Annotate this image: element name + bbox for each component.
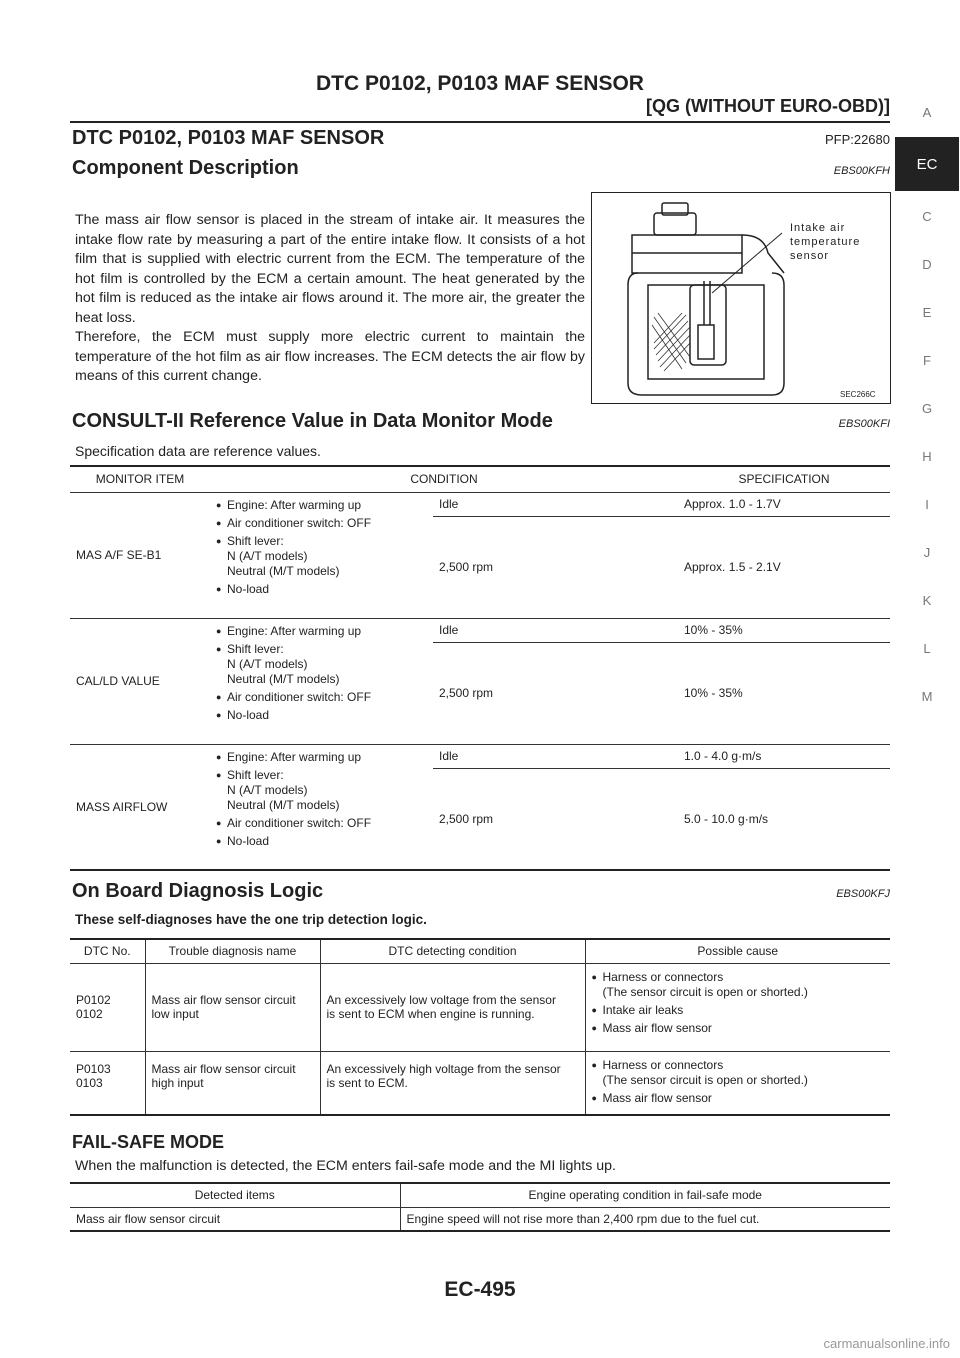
- obd-causes: [585, 1051, 890, 1115]
- consult-spec: Approx. 1.0 - 1.7V: [684, 497, 781, 511]
- obd-header-dtc: DTC No.: [70, 939, 145, 963]
- consult-sub-condition: 2,500 rpm: [433, 516, 678, 618]
- component-paragraph-2: Therefore, the ECM must supply more electric current to maintain the temperature of the hot film as air flow increases. The ECM detects the air flow by means of this current change.: [75, 329, 585, 384]
- consult-spec: 10% - 35%: [678, 618, 890, 642]
- obd-condition: An excessively low voltage from the sensor is sent to ECM when engine is running.: [320, 963, 585, 1051]
- obd-table: [70, 938, 890, 1116]
- section-heading: [72, 127, 890, 150]
- failsafe-item: Mass air flow sensor circuit: [70, 1207, 400, 1231]
- side-index-item[interactable]: M: [921, 688, 933, 704]
- consult-item: CAL/LD VALUE: [70, 618, 210, 744]
- obd-dtc: P0102 0102: [70, 963, 145, 1051]
- obd-header-cause: Possible cause: [585, 939, 890, 963]
- component-title: Component Description: [72, 157, 299, 179]
- consult-code: EBS00KFI: [838, 418, 890, 430]
- maf-sensor-illustration: [592, 193, 890, 403]
- consult-sub-condition: 2,500 rpm: [433, 642, 678, 744]
- consult-item: MAS A/F SE-B1: [76, 548, 162, 562]
- component-paragraph-1: The mass air flow sensor is placed in the stream of intake air. It measures the intake flow rate by measuring a part of the entire intake flow. It consists of a hot film that is supplied with electric current from the ECM. The temperature of the hot film is controlled by the ECM a certain amount. The heat generated by the hot film is reduced as the intake air flows around it. The more air, the greater the heat loss.: [75, 212, 585, 326]
- obd-header-condition: DTC detecting condition: [320, 939, 585, 963]
- side-index-item[interactable]: C: [922, 208, 932, 224]
- consult-header-item: MONITOR ITEM: [70, 466, 210, 492]
- condition-bullet: ● No-load: [216, 834, 427, 849]
- condition-bullet: ● Engine: After warming up: [216, 624, 427, 639]
- obd-title: On Board Diagnosis Logic: [72, 880, 324, 902]
- side-index-item[interactable]: J: [923, 544, 931, 560]
- consult-conditions: [210, 618, 433, 744]
- side-index-item[interactable]: A: [922, 104, 932, 120]
- condition-bullet: ● Shift lever: N (A/T models) Neutral (M/T models): [216, 534, 427, 579]
- consult-spec: 5.0 - 10.0 g·m/s: [678, 768, 890, 870]
- failsafe-note: When the malfunction is detected, the ECM enters fail-safe mode and the MI lights up.: [75, 1158, 616, 1174]
- side-index-item[interactable]: G: [921, 400, 933, 416]
- obd-note: These self-diagnoses have the one trip detection logic.: [75, 912, 427, 927]
- cause-bullet: ● Intake air leaks: [592, 1003, 885, 1018]
- figure-code: SEC266C: [840, 390, 876, 399]
- consult-title: CONSULT-II Reference Value in Data Monitor Mode: [72, 410, 553, 432]
- maf-sensor-figure: [591, 192, 891, 404]
- side-index-item[interactable]: F: [923, 352, 931, 368]
- consult-sub-condition: Idle: [433, 618, 678, 642]
- cause-bullet: ● Harness or connectors (The sensor circuit is open or shorted.): [592, 1058, 885, 1088]
- consult-sub-condition: 2,500 rpm: [433, 768, 678, 870]
- side-index-item[interactable]: L: [923, 640, 931, 656]
- obd-name: Mass air flow sensor circuit low input: [145, 963, 320, 1051]
- pfp-code: PFP:22680: [824, 132, 890, 147]
- condition-bullet: ● No-load: [216, 708, 427, 723]
- side-index-item[interactable]: K: [922, 592, 932, 608]
- page-number: EC-495: [444, 1278, 516, 1301]
- condition-bullet: ● Air conditioner switch: OFF: [216, 516, 427, 531]
- failsafe-table: [70, 1182, 890, 1232]
- consult-header-condition: CONDITION: [210, 466, 678, 492]
- condition-bullet: ● Engine: After warming up: [216, 750, 427, 765]
- page-header-title: DTC P0102, P0103 MAF SENSOR: [316, 72, 644, 95]
- condition-bullet: ● Engine: After warming up: [216, 498, 427, 513]
- consult-spec: 10% - 35%: [678, 642, 890, 744]
- failsafe-title: FAIL-SAFE MODE: [72, 1132, 224, 1152]
- side-index: [895, 88, 959, 720]
- condition-bullet: ● Shift lever: N (A/T models) Neutral (M/T models): [216, 768, 427, 813]
- obd-header-name: Trouble diagnosis name: [145, 939, 320, 963]
- figure-label-line2: temperature: [790, 236, 861, 248]
- component-code: EBS00KFH: [833, 165, 890, 177]
- consult-sub-condition: Idle: [439, 497, 459, 511]
- consult-sub-condition: Idle: [433, 744, 678, 768]
- figure-label-line3: sensor: [790, 250, 830, 262]
- component-description: [75, 211, 585, 387]
- consult-note: Specification data are reference values.: [75, 443, 321, 459]
- consult-conditions: [210, 744, 433, 870]
- failsafe-header-condition: Engine operating condition in fail-safe mode: [400, 1183, 890, 1207]
- obd-condition: An excessively high voltage from the sensor is sent to ECM.: [320, 1051, 585, 1115]
- side-index-item[interactable]: I: [925, 496, 929, 512]
- side-index-item-active[interactable]: EC: [895, 137, 959, 191]
- page-header-subtitle: [QG (WITHOUT EURO-OBD)]: [646, 96, 890, 116]
- side-index-item[interactable]: H: [922, 448, 932, 464]
- consult-spec: Approx. 1.5 - 2.1V: [678, 516, 890, 618]
- condition-bullet: ● No-load: [216, 582, 427, 597]
- consult-heading: [72, 410, 890, 433]
- cause-bullet: ● Mass air flow sensor: [592, 1091, 885, 1106]
- cause-bullet: ● Harness or connectors (The sensor circuit is open or shorted.): [592, 970, 885, 1000]
- consult-item: MASS AIRFLOW: [70, 744, 210, 870]
- section-title: DTC P0102, P0103 MAF SENSOR: [72, 127, 385, 149]
- obd-causes: [585, 963, 890, 1051]
- figure-label-line1: Intake air: [790, 222, 846, 234]
- consult-table: [70, 465, 890, 871]
- obd-name: Mass air flow sensor circuit high input: [145, 1051, 320, 1115]
- side-index-item[interactable]: E: [922, 304, 932, 320]
- consult-conditions: [210, 492, 433, 618]
- consult-header-spec: SPECIFICATION: [678, 466, 890, 492]
- obd-code: EBS00KFJ: [836, 888, 890, 900]
- failsafe-condition: Engine speed will not rise more than 2,400 rpm due to the fuel cut.: [406, 1211, 760, 1226]
- obd-dtc: P0103 0103: [70, 1051, 145, 1115]
- header-divider: [70, 121, 890, 123]
- failsafe-header-item: Detected items: [70, 1183, 400, 1207]
- condition-bullet: ● Air conditioner switch: OFF: [216, 690, 427, 705]
- condition-bullet: ● Shift lever: N (A/T models) Neutral (M/T models): [216, 642, 427, 687]
- component-heading: [72, 157, 890, 180]
- watermark: carmanualsonline.info: [823, 1336, 950, 1351]
- condition-bullet: ● Air conditioner switch: OFF: [216, 816, 427, 831]
- obd-heading: [72, 880, 890, 903]
- cause-bullet: ● Mass air flow sensor: [592, 1021, 885, 1036]
- consult-spec: 1.0 - 4.0 g·m/s: [678, 744, 890, 768]
- side-index-item[interactable]: D: [922, 256, 932, 272]
